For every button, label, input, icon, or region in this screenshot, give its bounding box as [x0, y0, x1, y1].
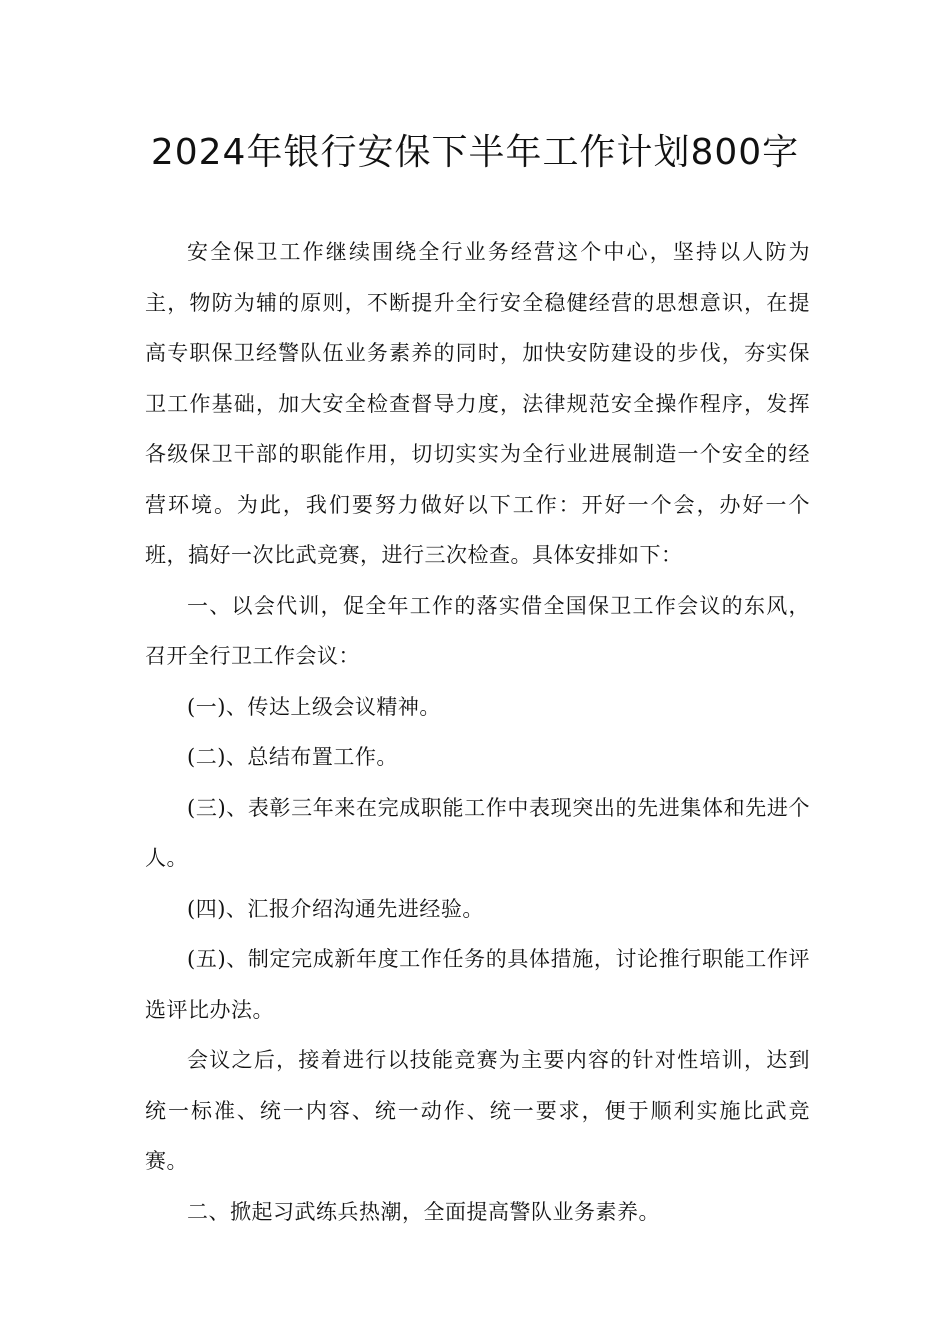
document-body — [145, 227, 810, 1237]
paragraph-item-2: (二)、总结布置工作。 — [187, 745, 398, 769]
paragraph-item-4: (四)、汇报介绍沟通先进经验。 — [187, 896, 484, 921]
paragraph-section-2: 二、掀起习武练兵热潮，全面提高警队业务素养。 — [187, 1199, 660, 1224]
paragraph-item-5: (五)、制定完成新年度工作任务的具体措施，讨论推行职能工作评选评比办法。 — [145, 947, 810, 1022]
document-title: 2024年银行安保下半年工作计划800字 — [150, 132, 800, 173]
paragraph-item-1: (一)、传达上级会议精神。 — [187, 694, 441, 719]
paragraph-item-3: (三)、表彰三年来在完成职能工作中表现突出的先进集体和先进个人。 — [145, 795, 810, 870]
paragraph-intro: 安全保卫工作继续围绕全行业务经营这个中心，坚持以人防为主，物防为辅的原则，不断提升全行安全稳健经营的思想意识，在提高专职保卫经警队伍业务素养的同时，加快安防建设的步伐，夯实保卫工作基础，加大安全检查督导力度，法律规范安全操作程序，发挥各级保卫干部的职能作用，切切实实为全行业进展制造一个安全的经营环境。为此，我们要努力做好以下工作：开好一个会，办好一个班，搞好一次比武竞赛，进行三次检查。具体安排如下： — [145, 240, 810, 567]
paragraph-section-1: 一、以会代训，促全年工作的落实借全国保卫工作会议的东风，召开全行卫工作会议： — [145, 593, 810, 668]
paragraph-training: 会议之后，接着进行以技能竞赛为主要内容的针对性培训，达到统一标准、统一内容、统一动作、统一要求，便于顺利实施比武竞赛。 — [145, 1048, 810, 1173]
